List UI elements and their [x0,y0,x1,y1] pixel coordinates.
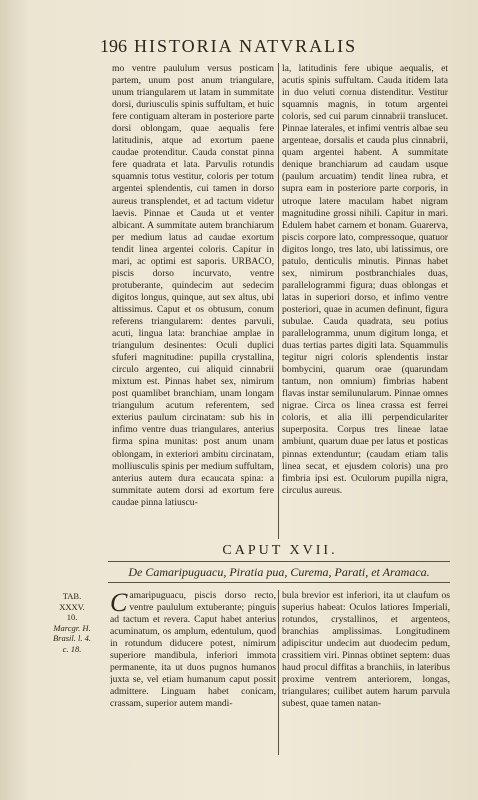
left-column-paragraph: mo ventre paululum versus posticam partem, unum post anum triangulare, unum triangularem ut latam in summitate dorsi, duriusculis spinis suffultam, et huic fere contiguam alteram in posteriore parte dorsi oblongam, quae aequalis fere latitudinis, atque ad exortum paene caudae protenditur. Cauda constat pinna fere quadrata et lata. Parvulis rotundis squamnis totus vestitur, coloris per totum argentei splendentis, cui tamen in dorso aureus transplendet, et ad tactum videtur laevis. Pinnae et Cauda ut et venter albicant. A summitate autem branchiarum per medium latus ad caudae exortum tendit linea argentei coloris. Capitur in mari, ac optimi est saporis. URBACO, piscis dorso incurvato, ventre protuberante, quindecim aut sedecim digitos longus, quinque, aut sex altus, ubi altissimus. Caput et os obtusum, conum referens triangularem: dentes parvuli, acuti, lingua lata: branchiae amplae in triangulum desinentes: Oculi duplici sfuferi magnitudine: pupilla crystallina, circulo argenteo, cui aliquid cinnabrii mixtum est. Pinnas habet sex, nimirum post quamlibet branchiam, unam longam triangulum acutum referentem, sed exterius paulum circinatam: sub his in infimo ventre duas triangulares, anterius firma spina munitas: post anum unam oblongam, in exteriori ambitu circinatam, molliusculis spinis per medium suffultam, anterius autem dura ecaucata spina: a summitate autem dorsi ad exortum fere caudae pinna latiuscu- [112,63,274,508]
chapter-column-divider [278,590,279,755]
margin-note [42,591,102,654]
chapter-left-column [110,590,276,760]
subtitle-rule [108,582,450,583]
margin-tab-number: XXXV. [59,601,85,612]
drop-cap: C [110,590,128,617]
margin-tab-label: TAB. [62,591,82,601]
margin-ref-2: Brasil. l. 4. [52,633,92,643]
column-divider [278,63,279,539]
page-header [100,36,440,58]
margin-ref-1: Marcgr. H. [53,622,91,633]
chapter-right-column [282,590,450,760]
heading-rule [108,561,450,562]
chapter-subtitle: De Camaripuguacu, Piratia pua, Curema, Parati, et Aramaca. [128,565,430,579]
running-title: HISTORIA NATVRALIS [134,36,358,56]
margin-ref-3: c. 18. [62,643,82,654]
margin-fig-number: 10. [66,612,78,622]
chapter-left-paragraph [110,590,276,710]
right-column-text [282,63,448,541]
chapter-heading: CAPUT XVII. [222,543,338,558]
right-column-paragraph: la, latitudinis fere ubique aequalis, et acutis spinis suffultam. Cauda itidem lata in duo veluti cornua distenditur. Vestitur squamnis magnis, in totum argentei coloris, sed cui parum cinnabrii translucet. Pinnae laterales, et infimi ventris albae seu argenteae, dorsalis et cauda plus cinnabrii, quam argentei habent. A summitate denique branchiarum ad caudam usque (paulum arcuatim) tendit linea rubra, et supra eam in posteriore parte corporis, in utroque latere maculam habet nigram magnitudine grossi nihili. Capitur in mari. Edulem habet carnem et bonam. Guarerva, piscis corpore lato, compressoque, quatuor digitos longo, tres lato, ubi latissimus, ore patulo, denticulis minutis. Pinnas habet sex, nimirum postbranchiales duas, parallelogrammi figura; duas oblongas et latas in superiori dorso, et infimo ventre posteriori, quae in acumen definunt, figura subulae. Cauda quadrata, seu potius parallelogramma, unum digitum longa, et duas tertias partes digiti lata. Squammulis tegitur nigri coloris splendentis instar bombycini, quarum orae (quarundam tantum, non omnium) fimbrias habent flavas instar semilunularum. Pinnae omnes nigrae. Circa os linea crassa est ferrei coloris, et alia illi perpendiculariter superposita. Corpus tres lineae latae ambiunt, quarum duae per latus et posticas pinnas extenduntur; (caudam etiam talis linea secat, et ejusdem coloris) una pro fimbria ipsi est. Oculorum pupilla nigra, circulus aureus. [282,63,448,496]
chapter-left-text: amaripuguacu, piscis dorso recto, ventre paululum extuberante; pinguis ad tactum et revera. Caput habet anterius acuminatum, os amplum, edentulum, quod in rotundum diducere potest, nimirum superiore mandibula, inferiori immota permanente, ita ut duos pugnos humanos juxta se, vel etiam humanum caput possit admittere. Linguam habet conicam, crassam, superior autem mandi- [110,590,276,710]
chapter-right-paragraph: bula brevior est inferiori, ita ut claufum os superius habeat: Oculos latiores Imperiali, rotundos, crystallinos, et argenteos, branchias amplissimas. Longitudinem adipiscitur undecim aut duodecim pedum, crassitiem viri. Pinnas obtinet septem: duas haud procul diffitas a branchiis, in lateribus proxime ventrem anteriorem, longas, triangulares; cuilibet autem harum parvula subest, quae tamen natan- [282,590,450,710]
left-column-text [112,63,274,541]
page-number: 196 [100,36,127,56]
